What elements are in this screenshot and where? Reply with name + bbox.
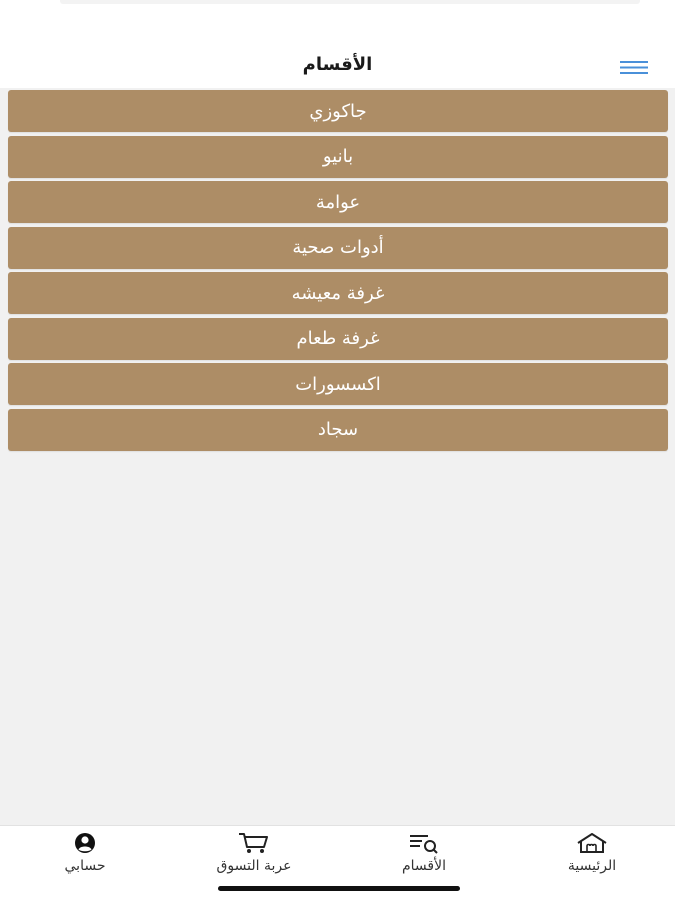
category-label: جاكوزي <box>309 100 367 122</box>
category-item[interactable] <box>8 181 668 223</box>
cart-icon <box>236 830 272 856</box>
header <box>0 0 675 88</box>
top-strip <box>60 0 640 4</box>
tab-label: حسابي <box>64 858 106 874</box>
account-icon <box>70 830 100 856</box>
tab-profile[interactable] <box>15 830 155 874</box>
category-search-icon <box>406 830 442 856</box>
category-item[interactable] <box>8 409 668 451</box>
category-label: غرفة معيشه <box>291 282 385 304</box>
tab-label: عربة التسوق <box>216 858 292 874</box>
category-label: عوامة <box>315 191 361 213</box>
category-label: سجاد <box>317 419 359 440</box>
category-label: أدوات صحية <box>292 237 384 258</box>
tab-cart[interactable] <box>184 830 324 874</box>
category-label: بانيو <box>322 146 354 167</box>
menu-button[interactable] <box>618 58 650 78</box>
hamburger-menu-icon <box>618 58 650 78</box>
tab-label: الرئيسية <box>567 858 617 874</box>
category-item[interactable] <box>8 136 668 178</box>
home-indicator[interactable] <box>218 886 460 891</box>
tab-categories[interactable] <box>354 830 494 874</box>
category-item[interactable] <box>8 272 668 314</box>
category-item[interactable] <box>8 363 668 405</box>
category-item[interactable] <box>8 227 668 269</box>
category-item[interactable] <box>8 318 668 360</box>
tab-label: الأقسام <box>402 858 446 874</box>
page-title: الأقسام <box>302 54 373 75</box>
category-label: اكسسورات <box>295 373 381 395</box>
category-list <box>8 90 668 454</box>
category-item[interactable] <box>8 90 668 132</box>
category-label: غرفة طعام <box>296 328 380 349</box>
tab-home[interactable] <box>522 830 662 874</box>
home-icon <box>574 830 610 856</box>
